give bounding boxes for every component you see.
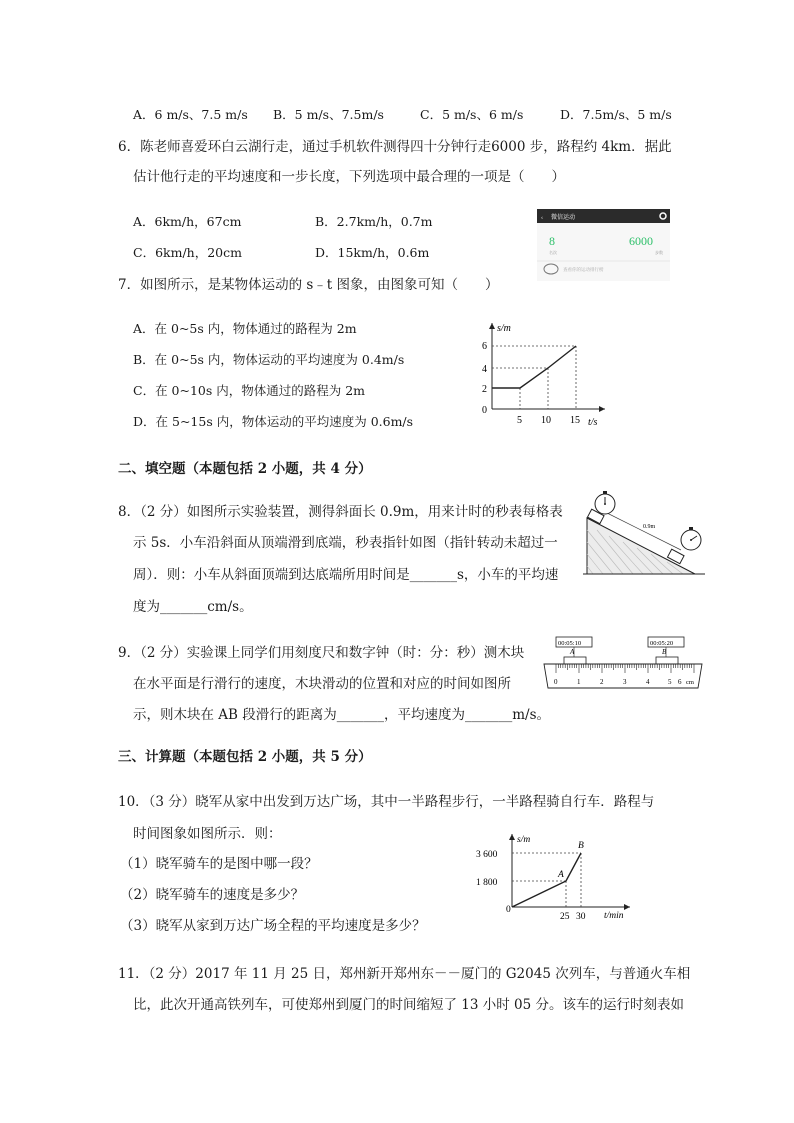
- q6-stem-line1: 6．陈老师喜爱环白云湖行走，通过手机软件测得四十分钟行走6000 步，路程约 4km．据此: [118, 139, 672, 155]
- q10-line2: 时间图象如图所示．则：: [133, 826, 282, 842]
- step-count-app-figure: [537, 209, 670, 281]
- q6-option-b: B．2.7km/h，0.7m: [315, 214, 433, 229]
- y-tick-3600: 3 600: [476, 850, 498, 860]
- rank-caption: 名次: [549, 250, 557, 255]
- stopwatch-top-icon: [595, 491, 615, 514]
- x-axis-label: t/s: [588, 417, 598, 428]
- ranking-footer-text: 查看你的运动排行榜: [563, 267, 604, 272]
- block-b: [656, 657, 678, 664]
- x-tick-15: 15: [570, 415, 580, 426]
- x-tick-25: 25: [560, 912, 570, 922]
- x-axis-label: t/min: [604, 911, 624, 921]
- app-header-title: 微信运动: [551, 215, 576, 221]
- block-a: [564, 657, 586, 664]
- origin-label: 0: [506, 905, 511, 915]
- q10-st-graph: [470, 830, 640, 922]
- q10-sub2: （2）晓军骑车的速度是多少？: [120, 887, 305, 903]
- y-tick-1800: 1 800: [476, 878, 498, 888]
- ruler-num-6: 6: [678, 678, 682, 686]
- y-tick-2: 2: [482, 384, 487, 395]
- rank-value: 8: [549, 234, 555, 248]
- q8-line1: 8．（2 分）如图所示实验装置，测得斜面长 0.9m，用来计时的秒表每格表: [118, 504, 563, 520]
- ruler-num-1: 1: [577, 678, 581, 686]
- ruler-num-5: 5: [668, 678, 672, 686]
- steps-value: 6000: [629, 234, 653, 248]
- q6-option-c: C．6km/h，20cm: [133, 245, 242, 260]
- section-2-title: 二、填空题（本题包括 2 小题，共 4 分）: [118, 461, 372, 477]
- ruler-num-2: 2: [600, 678, 604, 686]
- y-axis-label: s/m: [517, 835, 531, 845]
- q7-stem: 7．如图所示，是某物体运动的 s﹣t 图象，由图象可知（ ）: [118, 277, 499, 293]
- q10-sub1: （1）晓军骑车的是图中哪一段？: [120, 856, 318, 872]
- steps-caption: 步数: [655, 250, 663, 255]
- y-tick-6: 6: [482, 341, 487, 352]
- ruler-num-0: 0: [554, 678, 558, 686]
- q11-line2: 比，此次开通高铁列车，可使郑州到厦门的时间缩短了 13 小时 05 分。该车的运行时刻表如: [133, 997, 685, 1013]
- x-tick-30: 30: [576, 912, 586, 922]
- q9-line2: 在水平面是行滑行的速度，木块滑动的位置和对应的时间如图所: [133, 676, 511, 692]
- q8-line3: 周）．则：小车从斜面顶端到达底端所用时间是_______s，小车的平均速: [133, 567, 559, 583]
- q9-line3: 示，则木块在 AB 段滑行的距离为_______，平均速度为_______m/s。: [133, 707, 551, 723]
- st-graph-line: [512, 853, 581, 907]
- q5-option-a: A．6 m/s、7.5 m/s: [133, 107, 248, 122]
- q11-line1: 11．（2 分）2017 年 11 月 25 日，郑州新开郑州东－－厦门的 G2045 次列车，与普通火车相: [118, 966, 691, 982]
- y-tick-4: 4: [482, 364, 487, 375]
- q6-stem-line2: 估计他行走的平均速度和一步长度，下列选项中最合理的一项是（ ）: [133, 169, 565, 185]
- back-arrow-icon: ‹: [541, 215, 543, 221]
- q7-option-a: A．在 0~5s 内，物体通过的路程为 2m: [133, 321, 357, 336]
- point-a-label: A: [558, 870, 564, 880]
- y-axis-label: s/m: [497, 323, 511, 334]
- q10-sub3: （3）晓军从家到万达广场全程的平均速度是多少？: [120, 918, 426, 934]
- point-b-label: B: [662, 648, 667, 656]
- ruler-unit: cm: [686, 679, 694, 686]
- q10-line1: 10．（3 分）晓军从家中出发到万达广场，其中一半路程步行，一半路程骑自行车．路程与: [118, 794, 655, 810]
- ruler-num-4: 4: [646, 678, 650, 686]
- q5-option-d: D．7.5m/s、5 m/s: [560, 107, 672, 122]
- q7-option-d: D．在 5~15s 内，物体运动的平均速度为 0.6m/s: [133, 414, 414, 429]
- section-3-title: 三、计算题（本题包括 2 小题，共 5 分）: [118, 749, 372, 765]
- q8-line2: 示 5s．小车沿斜面从顶端滑到底端，秒表指针如图（指针转动未超过一: [133, 535, 558, 551]
- incline-experiment-figure: [583, 490, 708, 580]
- incline-length-label: 0.9m: [643, 524, 656, 530]
- q5-option-c: C．5 m/s、6 m/s: [420, 107, 524, 122]
- q9-line1: 9．（2 分）实验课上同学们用刻度尺和数字钟（时：分：秒）测木块: [118, 645, 525, 661]
- x-tick-5: 5: [517, 415, 522, 426]
- q7-option-c: C．在 0~10s 内，物体通过的路程为 2m: [133, 383, 366, 398]
- q7-option-b: B．在 0~5s 内，物体运动的平均速度为 0.4m/s: [133, 352, 405, 367]
- origin-label: 0: [482, 405, 487, 416]
- clock-b-time: 00:05:20: [650, 640, 674, 647]
- point-b-label: B: [578, 841, 584, 851]
- st-graph-line: [492, 346, 576, 388]
- stopwatch-bottom-icon: [681, 527, 701, 550]
- x-tick-10: 10: [541, 415, 551, 426]
- clock-a-time: 00:05:10: [558, 640, 582, 647]
- q7-st-graph: [470, 315, 615, 430]
- q5-option-b: B．5 m/s、7.5m/s: [273, 107, 384, 122]
- ruler-clock-figure: [540, 636, 705, 694]
- q6-option-d: D．15km/h，0.6m: [315, 245, 430, 260]
- ruler-num-3: 3: [623, 678, 627, 686]
- point-a-label: A: [570, 648, 575, 656]
- q8-line4: 度为_______cm/s。: [133, 599, 253, 615]
- q6-option-a: A．6km/h，67cm: [133, 214, 242, 229]
